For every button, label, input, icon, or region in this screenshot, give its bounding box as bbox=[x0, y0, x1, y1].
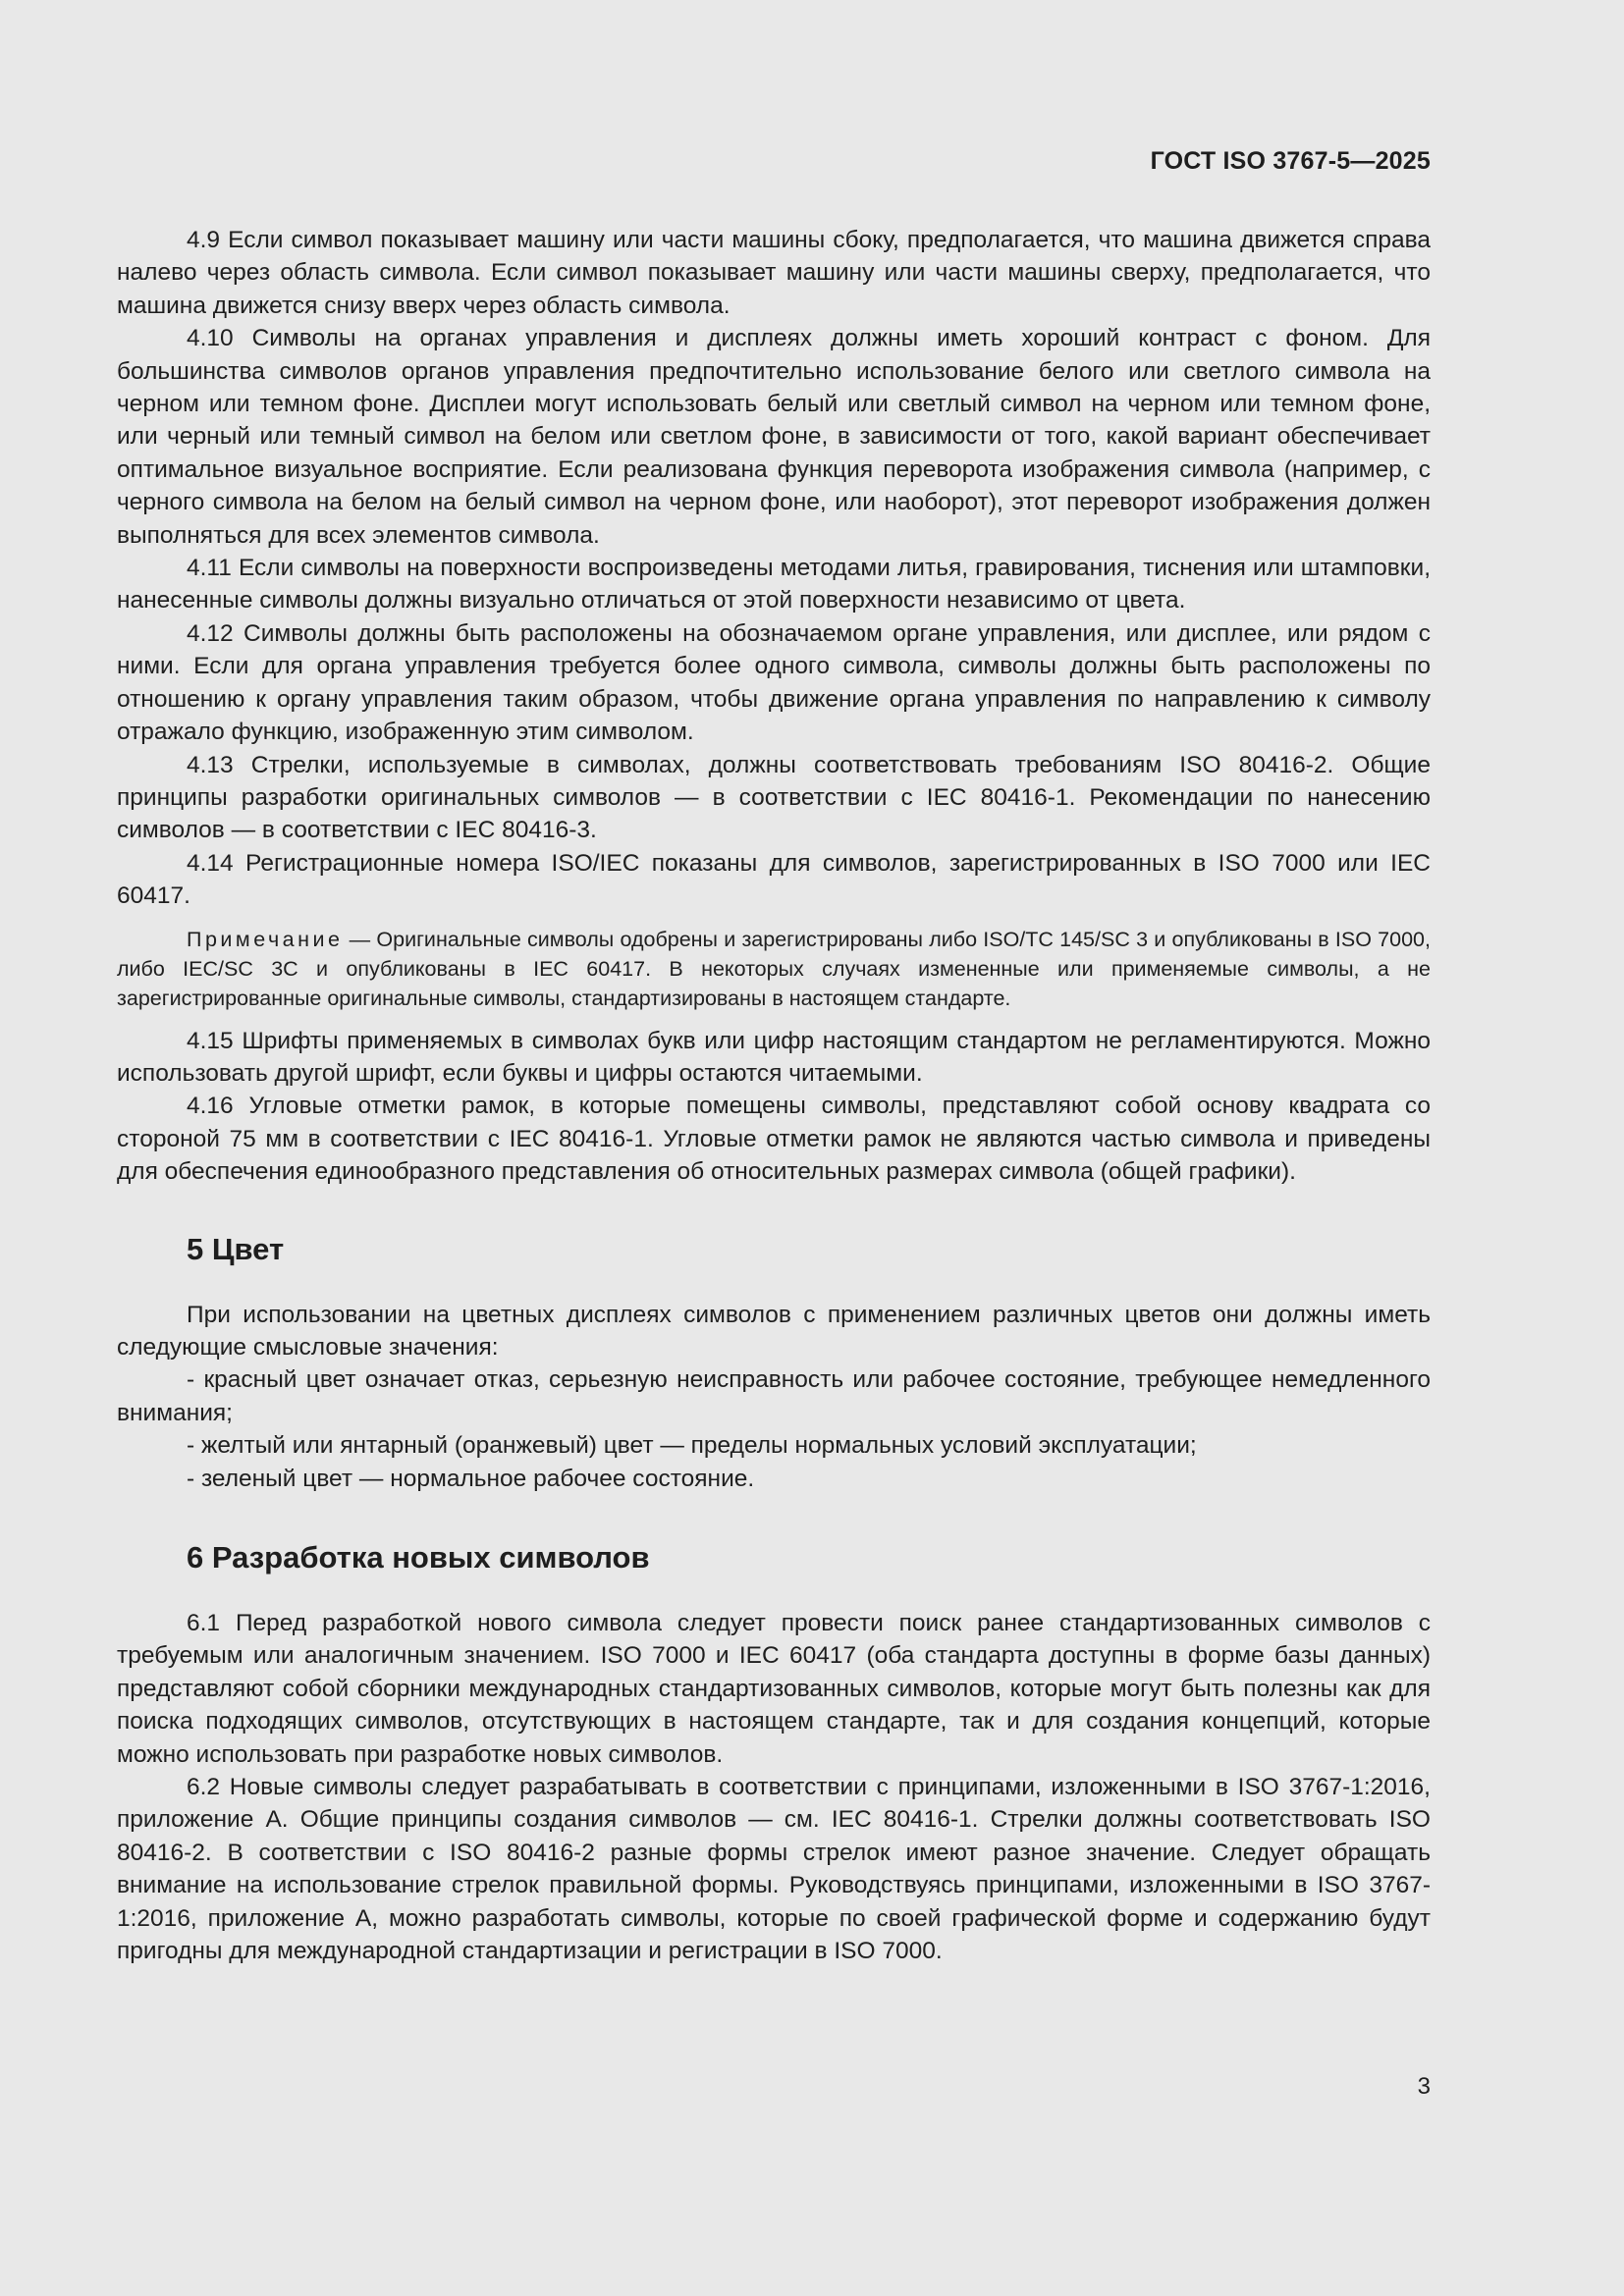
clause-4-16: 4.16 Угловые отметки рамок, в которые помещены символы, представляют собой основу квадрата со стороной 75 мм в соответствии с IEC 80416-1. Угловые отметки рамок не являются частью символа и приведены для обеспечения единообразного представления об относительных размерах символа (общей графики). bbox=[117, 1093, 1431, 1186]
clause-4-13: 4.13 Стрелки, используемые в символах, должны соответствовать требованиям ISO 80416-2. Общие принципы разработки оригинальных символов — в соответствии с IEC 80416-1. Рекомендации по нанесению символов — в соответствии с IEC 80416-3. bbox=[117, 751, 1431, 844]
document-header: ГОСТ ISO 3767-5—2025 bbox=[1150, 147, 1431, 175]
clause-4-11: 4.11 Если символы на поверхности воспроизведены методами литья, гравирования, тиснения или штамповки, нанесенные символы должны визуально отличаться от этой поверхности независимо от цвета. bbox=[117, 555, 1431, 614]
color-item-red: - красный цвет означает отказ, серьезную неисправность или рабочее состояние, требующее немедленного внимания; bbox=[117, 1366, 1431, 1426]
clause-4-9: 4.9 Если символ показывает машину или части машины сбоку, предполагается, что машина движется справа налево через область символа. Если символ показывает машину или части машины сверху, предполагается, что машина движется снизу вверх через область символа. bbox=[117, 227, 1431, 319]
clause-6-1: 6.1 Перед разработкой нового символа следует провести поиск ранее стандартизованных символов с требуемым или аналогичным значением. ISO 7000 и IEC 60417 (оба стандарта доступны в форме базы данных) представляют собой сборники международных стандартизованных символов, которые могут быть полезны как для поиска подходящих символов, отсутствующих в настоящем стандарте, так и для создания концепций, которые можно использовать при разработке новых символов. bbox=[117, 1610, 1431, 1768]
clause-4-15: 4.15 Шрифты применяемых в символах букв или цифр настоящим стандартом не регламентируются. Можно использовать другой шрифт, если буквы и цифры остаются читаемыми. bbox=[117, 1027, 1431, 1087]
clause-6-2: 6.2 Новые символы следует разрабатывать в соответствии с принципами, изложенными в ISO 3767-1:2016, приложение А. Общие принципы создания символов — см. IEC 80416-1. Стрелки должны соответствовать ISO 80416-2. В соответствии с ISO 80416-2 разные формы стрелок имеют разное значение. Следует обращать внимание на использование стрелок правильной формы. Руководствуясь принципами, изложенными в ISO 3767-1:2016, приложение А, можно разработать символы, которые по своей графической форме и содержанию будут пригодны для международной стандартизации и регистрации в ISO 7000. bbox=[117, 1774, 1431, 1965]
color-item-green: - зеленый цвет — нормальное рабочее состояние. bbox=[187, 1465, 755, 1492]
clause-4-12: 4.12 Символы должны быть расположены на обозначаемом органе управления, или дисплее, или рядом с ними. Если для органа управления требуется более одного символа, символы должны быть расположены по отношению к органу управления таким образом, чтобы движение органа управления по направлению к символу отражало функцию, изображенную этим символом. bbox=[117, 619, 1431, 746]
document-body bbox=[117, 224, 1431, 1967]
note bbox=[117, 925, 1431, 1013]
clause-4-10: 4.10 Символы на органах управления и дисплеях должны иметь хороший контраст с фоном. Для большинства символов органов управления предпочтительно использование белого или светлого символа на черном или темном фоне. Дисплеи могут использовать белый или светлый символ на черном или темном фоне, или черный или темный символ на белом или светлом фоне, в зависимости от того, какой вариант обеспечивает оптимальное визуальное восприятие. Если реализована функция переворота изображения символа (например, с черного символа на белом на белый символ на черном фоне, или наоборот), этот переворот изображения должен выполняться для всех элементов символа. bbox=[117, 325, 1431, 549]
page-number: 3 bbox=[1417, 2073, 1431, 2100]
section-6-heading: 6 Разработка новых символов bbox=[187, 1540, 650, 1575]
section-5-intro: При использовании на цветных дисплеях символов с применением различных цветов они должны иметь следующие смысловые значения: bbox=[117, 1301, 1431, 1361]
clause-4-14: 4.14 Регистрационные номера ISO/IEC показаны для символов, зарегистрированных в ISO 7000 или IEC 60417. bbox=[117, 849, 1431, 910]
note-text: — Оригинальные символы одобрены и зарегистрированы либо ISO/TC 145/SC 3 и опубликованы в ISO 7000, либо IEC/SC 3C и опубликованы в IEC 60417. В некоторых случаях измененные или применяемые символы, а не зарегистрированные оригинальные символы, стандартизированы в настоящем стандарте. bbox=[117, 927, 1431, 1010]
color-item-yellow: - желтый или янтарный (оранжевый) цвет — пределы нормальных условий эксплуатации; bbox=[187, 1432, 1197, 1460]
section-5-heading: 5 Цвет bbox=[187, 1231, 285, 1266]
note-label: Примечание bbox=[187, 927, 344, 951]
